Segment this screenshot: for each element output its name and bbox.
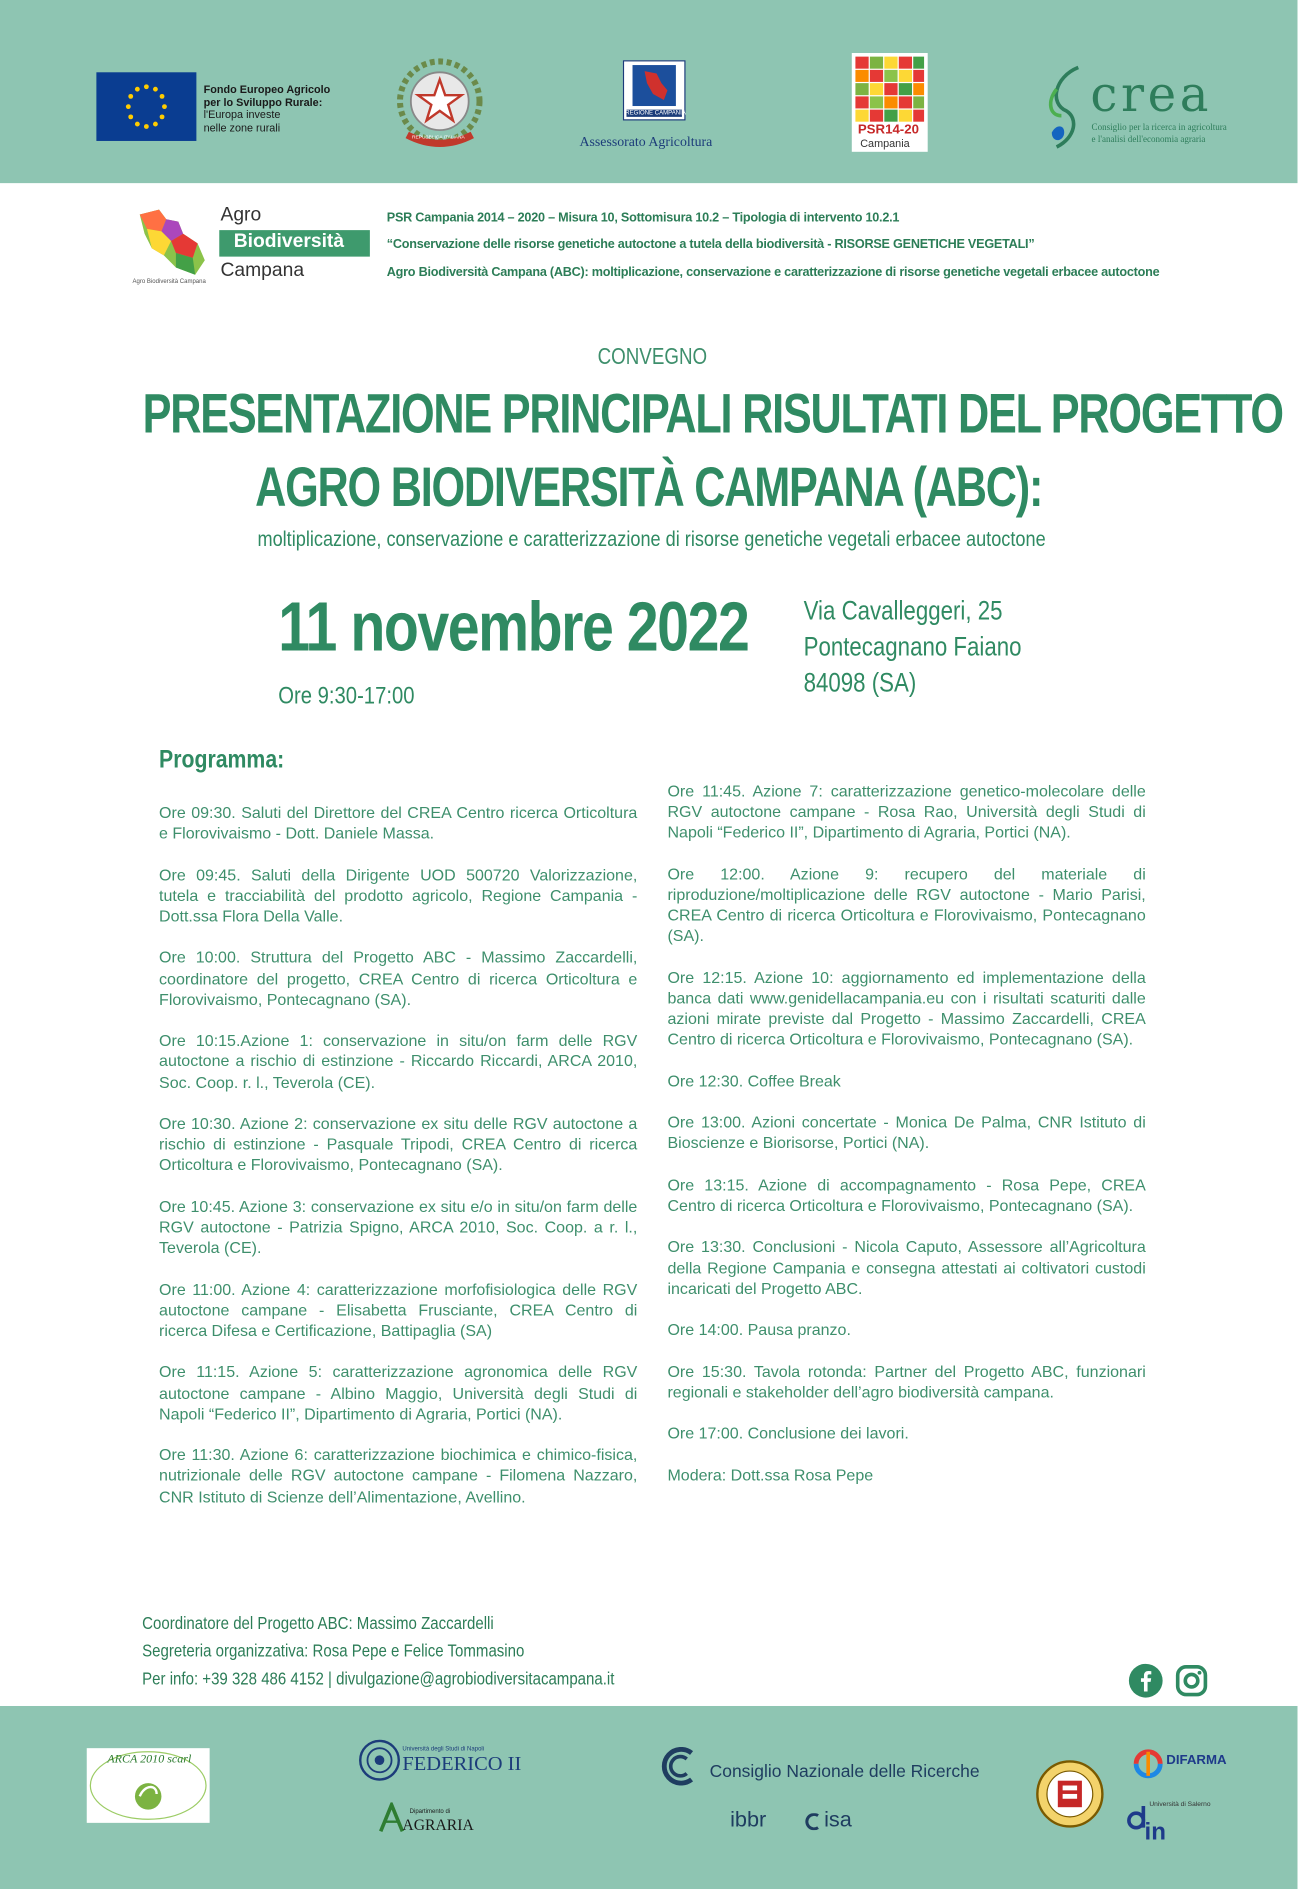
unisa-small-label: Università di Salerno — [1149, 1801, 1211, 1809]
programme-item: Ore 11:15. Azione 5: caratterizzazione agronomica delle RGV autoctone campane - Albino Maggio, Università degli Studi di Napoli “Federico II”, Dipartimento di Agraria, Portici (NA). — [159, 1363, 638, 1423]
din-label: in — [1144, 1819, 1166, 1846]
programme-item: Ore 11:00. Azione 4: caratterizzazione morfofisiologica delle RGV autoctone campane - Elisabetta Frusciante, CREA Centro di ricerca Difesa e Certificazione, Battipaglia (SA) — [159, 1280, 638, 1340]
psr-logo — [852, 53, 928, 152]
info-line: Per info: +39 328 486 4152 | divulgazione@agrobiodiversitacampana.it — [142, 1669, 615, 1690]
crea-wordmark: crea — [1090, 67, 1213, 123]
crea-caption-1: Consiglio per la ricerca in agricoltura — [1091, 121, 1227, 133]
arca-caption: ARCA 2010 scarl — [107, 1752, 192, 1767]
agraria-leaf-icon — [378, 1802, 405, 1833]
psr-caption: PSR14-20 — [857, 122, 919, 138]
agraria-label: AGRARIA — [402, 1815, 474, 1834]
event-address-1: Via Cavalleggeri, 25 — [803, 595, 1003, 626]
programme-item: Ore 11:30. Azione 6: caratterizzazione biochimica e chimico-fisica, nutrizionale delle RGV autoctone campane - Filomena Nazzaro, CNR Istituto di Scienze dell’Alimentazione, Avellino. — [159, 1445, 638, 1506]
coordinator-line: Coordinatore del Progetto ABC: Massimo Zaccardelli — [142, 1614, 494, 1634]
programme-item: Ore 10:30. Azione 2: conservazione ex situ delle RGV autoctone a rischio di estinzione - Pasquale Tripodi, CREA Centro di ricerca Orticoltura e Florovivaismo, Pontecagnano (SA). — [159, 1114, 638, 1174]
programme-item: Ore 09:30. Saluti del Direttore del CREA Centro ricerca Orticoltura e Florovivaismo - Dott. Daniele Massa. — [159, 803, 638, 843]
ibbr-label: ibbr — [730, 1807, 767, 1832]
programme-item: Ore 12:30. Coffee Break — [667, 1072, 841, 1091]
programme-item: Ore 13:00. Azioni concertate - Monica De Palma, CNR Istituto di Bioscienze e Biorisorse, Portici (NA). — [667, 1113, 1146, 1153]
cnr-label: Consiglio Nazionale delle Ricerche — [709, 1762, 980, 1782]
facebook-icon[interactable] — [1129, 1664, 1163, 1698]
crea-leaf-icon — [1042, 63, 1093, 152]
programme-item: Ore 09:45. Saluti della Dirigente UOD 500720 Valorizzazione, tutela e tracciabilità del prodotto agricolo, Regione Campania - Dott.ssa Flora Della Valle. — [159, 865, 638, 926]
project-logo-caption: Agro Biodiversità Campana — [132, 278, 206, 286]
crea-caption-2: e l'analisi dell'economia agraria — [1091, 133, 1206, 145]
eu-caption-line: Fondo Europeo Agricolo — [203, 83, 331, 96]
programme-item: Ore 10:00. Struttura del Progetto ABC - Massimo Zaccardelli, coordinatore del progetto, CREA Centro di ricerca Orticoltura e Florovivaismo, Pontecagnano (SA). — [159, 948, 638, 1009]
arca-logo — [87, 1748, 210, 1823]
programme-item: Ore 14:00. Pausa pranzo. — [667, 1320, 851, 1339]
programme-item: Ore 12:15. Azione 10: aggiornamento ed implementazione della banca dati www.genidellacampania.eu con i risultati scaturiti dalle azioni mirate previste dal Progetto - Massimo Zaccardelli, CREA Centro di ricerca Orticoltura e Florovivaismo, Pontecagnano (SA). — [667, 968, 1146, 1049]
project-logo-biodiversita-text: Biodiversità — [233, 231, 345, 252]
isa-icon — [802, 1813, 821, 1830]
programme-item: Ore 12:00. Azione 9: recupero del materiale di riproduzione/moltiplicazione delle RGV autoctone - Mario Parisi, CREA Centro di ricerca Orticoltura e Florovivaismo, Pontecagnano (SA). — [667, 864, 1146, 946]
eu-caption-line: l'Europa investe — [203, 108, 281, 121]
instagram-icon[interactable] — [1175, 1664, 1209, 1698]
isa-label: isa — [824, 1807, 852, 1832]
programme-item: Ore 10:45. Azione 3: conservazione ex situ e/o in situ/on farm delle RGV autoctone - Patrizia Spigno, ARCA 2010, Soc. Coop. a r. l., Teverola (CE). — [159, 1197, 638, 1257]
event-title-line-1: PRESENTAZIONE PRINCIPALI RISULTATI DEL PROGETTO — [142, 381, 1283, 445]
eu-caption — [204, 83, 331, 134]
event-address-2: Pontecagnano Faiano — [803, 631, 1022, 662]
programme-left-column — [159, 802, 637, 1507]
programme-item: Ore 11:45. Azione 7: caratterizzazione genetico-molecolare delle RGV autoctone campane - Rosa Rao, Università degli Studi di Napoli “Federico II”, Dipartimento di Agraria, Portici (NA). — [667, 781, 1146, 842]
programme-item: Ore 15:30. Tavola rotonda: Partner del Progetto ABC, funzionari regionali e stakeholder dell’agro biodiversità campana. — [667, 1362, 1146, 1401]
event-kind: CONVEGNO — [597, 344, 708, 370]
eu-caption-line: per lo Sviluppo Rurale: — [203, 95, 323, 108]
project-name-line: Agro Biodiversità Campana (ABC): moltiplicazione, conservazione e caratterizzazione di risorse genetiche vegetali erbacee autoctone — [386, 265, 1160, 280]
regione-caption: REGIONE CAMPANIA — [625, 109, 686, 117]
programme-item: Ore 17:00. Conclusione dei lavori. — [667, 1424, 909, 1443]
agraria-small-label: Dipartimento di — [409, 1808, 451, 1816]
event-date: 11 novembre 2022 — [278, 587, 749, 667]
programme-item: Ore 13:15. Azione di accompagnamento - Rosa Pepe, CREA Centro di ricerca Orticoltura e Florovivaismo, Pontecagnano (SA). — [667, 1175, 1146, 1215]
programme-item: Ore 13:30. Conclusioni - Nicola Caputo, Assessore all’Agricoltura della Regione Campania e consegna attestati ai coltivatori custodi incaricati del Progetto ABC. — [667, 1237, 1146, 1298]
project-logo-agro: Agro — [220, 204, 262, 226]
programme-item: Ore 10:15.Azione 1: conservazione in situ/on farm delle RGV autoctone a rischio di estinzione - Riccardo Riccardi, ARCA 2010, Soc. Coop. r. l., Teverola (CE). — [159, 1031, 638, 1092]
event-title-line-2: AGRO BIODIVERSITÀ CAMPANA (ABC): — [255, 455, 1043, 519]
event-hours: Ore 9:30-17:00 — [278, 683, 415, 710]
federico-label: FEDERICO II — [402, 1751, 522, 1775]
psr-intervention-line: “Conservazione delle risorse genetiche autoctone a tutela della biodiversità - RISORSE GENETICHE VEGETALI” — [386, 237, 1035, 252]
campania-map-logo — [130, 207, 210, 282]
federico-small-label: Università degli Studi di Napoli — [402, 1745, 485, 1753]
psr-sub: Campania — [860, 137, 910, 150]
event-address-3: 84098 (SA) — [803, 667, 917, 698]
programme-right-column — [667, 781, 1145, 1486]
secretariat-line: Segreteria organizzativa: Rosa Pepe e Felice Tommasino — [142, 1642, 525, 1662]
project-logo-biodiversita — [219, 230, 370, 257]
federico-seal-icon — [358, 1739, 401, 1782]
eu-flag-logo — [96, 72, 196, 141]
difarma-icon — [1130, 1746, 1166, 1782]
psr-measure-line: PSR Campania 2014 – 2020 – Misura 10, Sottomisura 10.2 – Tipologia di intervento 10.2.1 — [386, 210, 900, 226]
programme-moderator: Modera: Dott.ssa Rosa Pepe — [667, 1465, 874, 1484]
project-logo-campana: Campana — [220, 260, 305, 281]
eu-caption-line: nelle zone rurali — [203, 121, 281, 134]
unisa-seal-logo — [1035, 1759, 1105, 1829]
cnr-icon — [660, 1747, 701, 1786]
difarma-label: DIFARMA — [1166, 1752, 1227, 1768]
programme-title: Programma: — [159, 745, 285, 774]
assessorato-label: Assessorato Agricoltura — [579, 134, 713, 150]
republic-caption: REPUBBLICA ITALIANA — [412, 133, 465, 140]
event-subtitle: moltiplicazione, conservazione e caratterizzazione di risorse genetiche vegetali erbacee autoctone — [257, 526, 1046, 551]
